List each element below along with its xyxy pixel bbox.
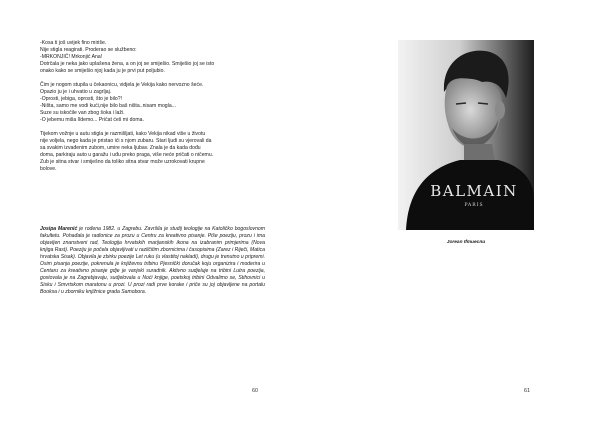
story-line: Opazio ju je i uhvatio u zagrljaj. <box>40 89 112 95</box>
story-line: onako kako se smiješio njoj kada ju je prvi put poljubio. <box>40 68 165 74</box>
author-bio-text: je rođena 1982. u Zagrebu. Završila je studij teologije na Katoličko bogoslovnom fakultetu. Pohađala je radionice za prozu u Centru za kreativno pisanje. Piše poeziju, prozu i ima objavljen znanstveni rad, Teologija hrvatskih marijanskih ikona na izabranim primjerima (Nova knjiga Rast). Poeziju je počela objavljivati u različitim zbornicima i časopisima (Zarez i Riječi, Matica hrvatska Sisak). Objavila je zbirku poezije Let ruku (u vlastitoj nakladi), drugu je trenutno u pripremi. Osim pisanja poezije, pokrenula je književnu tribinu Pjesnički doručak koju organizira i moderira u Centaru za kreativno pisanje gdje je vanjski suradnik. Aktivno sudjeluje na tribini Lutra poezija, gostovala je na Zagrebjavaju, sudjelovala u Noći knjige, poetskoj tribini Odvalimo se, Stihovnici u Sisku i Smvrtskom maratonu u prozi. U prozi radi prve korake i priče su joj objavljene na portalu Booksa i u zborniku knjižnice grada Samobora. <box>40 226 265 296</box>
story-line: Tijekom vožnje u autu stigla je razmišljati, kako Vekija nikad više u životu <box>40 131 206 137</box>
story-text <box>40 40 262 180</box>
story-line: Zub je sitna stvar i smiješno da toliko sitna stvar može uzrokovati krupne <box>40 159 205 165</box>
story-paragraph <box>40 131 262 173</box>
page-number: 61 <box>524 388 530 394</box>
story-line: nije voljela, nego kada je pristao ići s njom zubaru. Stari ljudi su vjerovali da <box>40 138 212 144</box>
story-line: Nije stigla reagirati. Proderao se službeno: <box>40 47 137 53</box>
story-line: doma, parkiraju auto u garažu i uđu preko praga, više neće pričati o ničemu. <box>40 152 214 158</box>
story-line: -Kosa ti još uvijek fino miriše. <box>40 40 107 46</box>
shirt-print-subtext: PARIS <box>464 203 484 208</box>
story-line: -MRKONJIĆ! Mrkonjić Ana! <box>40 54 103 60</box>
story-paragraph <box>40 82 262 124</box>
story-line: Čim je nogom stupila u čekaonicu, vidjela je Vekija kako nervozno šeće. <box>40 82 204 88</box>
story-line: -Oprosti, jebiga, oprosti, što je bilo?! <box>40 96 123 102</box>
story-line: -O jebemu miša lîdemo... Pričat ćeš mi doma. <box>40 117 144 123</box>
story-line: sa svakim izvađenim zubom, umire neka ljubav. Znala je da kada dođu <box>40 145 201 151</box>
story-line: Suze su iskočile van zbog šoka i laži. <box>40 110 125 116</box>
photo-caption: Jorean Ifmuecnu <box>446 240 486 245</box>
portrait-photo <box>398 40 534 230</box>
author-name: Josipa Marenić <box>40 226 78 232</box>
page-number: 60 <box>252 388 258 394</box>
story-line: bolove. <box>40 166 57 172</box>
shirt-print-text: BALMAIN <box>430 182 518 200</box>
story-line: -Ništa, samo me vodi kući,nije bilo baš ništa..nisam mogla... <box>40 103 176 109</box>
story-paragraph <box>40 40 262 75</box>
story-line: Dotrčala je neka jako uplašena žena, a on joj se smiješio. Smiješio joj se isto <box>40 61 215 67</box>
author-bio <box>40 226 265 296</box>
